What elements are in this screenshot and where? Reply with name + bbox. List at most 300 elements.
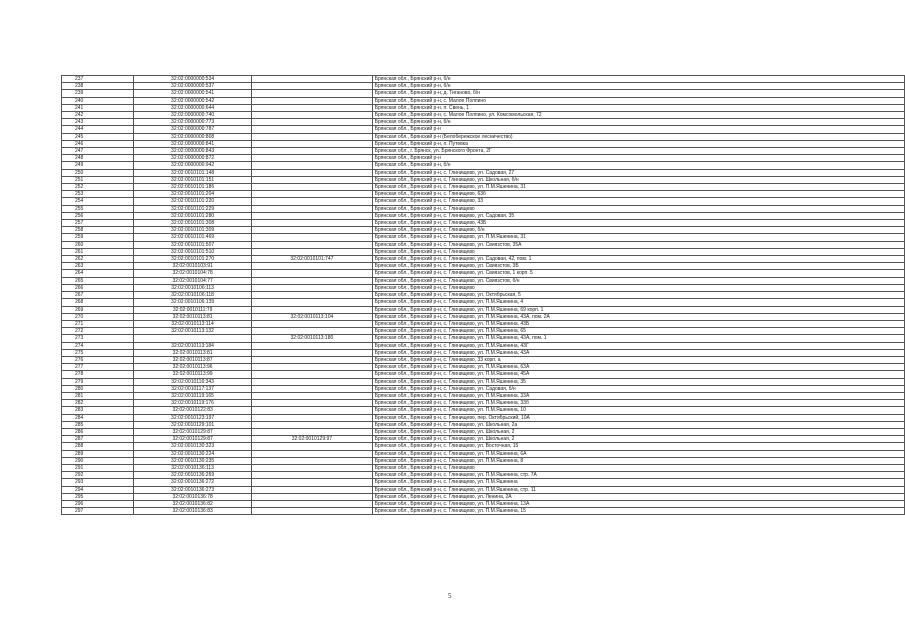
address-cell: Брянская обл., Брянский р-н, с. Глинищево, ул. Свиязстов, 3Б [372,263,904,270]
address-cell: Брянская обл., Брянский р-н, с. Глинищево, ул. П.М.Яшенина, 31 [372,234,904,241]
related-cadastral-cell: 32:02:0010129:97 [252,436,373,443]
row-number-cell: 242 [62,112,134,119]
cadastral-number-cell: 32:02:0010119:176 [134,400,252,407]
row-number-cell: 248 [62,155,134,162]
row-number-cell: 247 [62,148,134,155]
cadastral-number-cell: 32:02:0010101:151 [134,176,252,183]
table-row [62,371,905,378]
table-row [62,83,905,90]
table-row [62,234,905,241]
row-number-cell: 263 [62,263,134,270]
row-number-cell: 267 [62,292,134,299]
cadastral-number-cell: 32:02:0000000:542 [134,97,252,104]
cadastral-number-cell: 32:02:0010113:87 [134,356,252,363]
address-cell: Брянская обл., Брянский р-н, б/н [372,76,904,83]
address-cell: Брянская обл., Брянский р-н, с. Глинищево, ул. П.М.Яшенина, стр. 11 [372,486,904,493]
cadastral-number-cell: 32:02:0010117:137 [134,385,252,392]
row-number-cell: 291 [62,464,134,471]
cadastral-number-cell [134,335,252,342]
address-cell: Брянская обл., Брянский р-н, с. Глинищево [372,284,904,291]
related-cadastral-cell [252,270,373,277]
related-cadastral-cell [252,407,373,414]
table-row [62,133,905,140]
related-cadastral-cell [252,119,373,126]
table-row [62,508,905,515]
table-row [62,227,905,234]
table-row [62,306,905,313]
cadastral-number-cell: 32:02:0000000:644 [134,104,252,111]
address-cell: Брянская обл., Брянский р-н [372,126,904,133]
cadastral-number-cell: 32:02:0010101:280 [134,212,252,219]
cadastral-number-cell: 32:02:0010111:79 [134,306,252,313]
related-cadastral-cell [252,299,373,306]
row-number-cell: 258 [62,227,134,234]
cadastral-number-cell: 32:02:0010101:507 [134,241,252,248]
cadastral-number-cell: 32:02:0010116:343 [134,378,252,385]
related-cadastral-cell [252,443,373,450]
table-row [62,176,905,183]
table-row [62,472,905,479]
row-number-cell: 292 [62,472,134,479]
address-cell: Брянская обл., Брянский р-н, с. Глинищево, ул. Свиязстов, 1 корп. 5 [372,270,904,277]
related-cadastral-cell [252,356,373,363]
address-cell: Брянская обл., Брянский р-н, с. Глинищево, ул. П.М.Яшенина, 43А, пом. 2А [372,313,904,320]
address-cell: Брянская обл., г. Брянск, ул. Брянского Фронта, 2Г [372,148,904,155]
related-cadastral-cell [252,176,373,183]
cadastral-number-cell: 32:02:0000000:541 [134,90,252,97]
address-cell: Брянская обл., Брянский р-н, с. Глинищево, б/н [372,227,904,234]
address-cell: Брянская обл., Брянский р-н, с. Глинищево, ул. Садовая, б/н [372,385,904,392]
cadastral-number-cell: 32:02:0010130:323 [134,443,252,450]
related-cadastral-cell [252,328,373,335]
row-number-cell: 270 [62,313,134,320]
cadastral-number-cell: 32:02:0010104:77 [134,277,252,284]
cadastral-number-cell: 32:02:0010136:78 [134,493,252,500]
table-row [62,162,905,169]
cadastral-number-cell: 32:02:0010122:83 [134,407,252,414]
address-cell: Брянская обл., Брянский р-н [372,155,904,162]
related-cadastral-cell: 32:02:0010101:747 [252,256,373,263]
row-number-cell: 261 [62,248,134,255]
address-cell: Брянская обл., Брянский р-н, д. Тиганово, б/н [372,90,904,97]
related-cadastral-cell [252,184,373,191]
cadastral-number-cell: 32:02:0010136:269 [134,472,252,479]
table-row [62,436,905,443]
related-cadastral-cell [252,457,373,464]
cadastral-number-cell: 32:02:0010136:113 [134,464,252,471]
cadastral-number-cell: 32:02:0010101:220 [134,198,252,205]
table-row [62,76,905,83]
related-cadastral-cell [252,198,373,205]
row-number-cell: 253 [62,191,134,198]
address-cell: Брянская обл., Брянский р-н, с. Глинищево, ул. П.М.Яшенина, 6А [372,450,904,457]
address-cell: Брянская обл., Брянский р-н, с. Глинищево [372,248,904,255]
related-cadastral-cell [252,284,373,291]
row-number-cell: 237 [62,76,134,83]
address-cell: Брянская обл., Брянский р-н, с. Глинищево, ул. П.М.Яшенина, 63А [372,364,904,371]
cadastral-number-cell: 32:02:0010113:184 [134,342,252,349]
cadastral-number-cell: 32:02:0010101:270 [134,256,252,263]
table-row [62,328,905,335]
related-cadastral-cell [252,378,373,385]
address-cell: Брянская обл., Брянский р-н, с. Глинищево, ул. Ленина, 2А [372,493,904,500]
address-cell: Брянская обл., Брянский р-н, с. Глинищево, ул. Школьная, 2а [372,421,904,428]
address-cell: Брянская обл., Брянский р-н, с. Глинищево, ул. П.М.Яшенина, 43Б [372,320,904,327]
address-cell: Брянская обл., Брянский р-н, с. Глинищево, 33 [372,198,904,205]
table-row [62,256,905,263]
related-cadastral-cell: 32:02:0010113:180 [252,335,373,342]
table-body [62,76,905,515]
row-number-cell: 264 [62,270,134,277]
related-cadastral-cell [252,371,373,378]
related-cadastral-cell [252,241,373,248]
table-row [62,90,905,97]
related-cadastral-cell [252,83,373,90]
related-cadastral-cell [252,97,373,104]
table-row [62,335,905,342]
address-cell: Брянская обл., Брянский р-н (Белобережское лесничество) [372,133,904,140]
row-number-cell: 254 [62,198,134,205]
row-number-cell: 243 [62,119,134,126]
table-row [62,248,905,255]
address-cell: Брянская обл., Брянский р-н, б/н [372,162,904,169]
row-number-cell: 259 [62,234,134,241]
related-cadastral-cell [252,126,373,133]
table-row [62,320,905,327]
table-row [62,414,905,421]
related-cadastral-cell [252,234,373,241]
table-row [62,148,905,155]
row-number-cell: 294 [62,486,134,493]
table-row [62,191,905,198]
table-row [62,270,905,277]
row-number-cell: 293 [62,479,134,486]
table-row [62,205,905,212]
related-cadastral-cell [252,227,373,234]
cadastral-number-cell: 32:02:0000000:537 [134,83,252,90]
related-cadastral-cell [252,205,373,212]
address-cell: Брянская обл., Брянский р-н, с. Глинищево, ул. П.М.Яшенина, 15 [372,508,904,515]
table-row [62,421,905,428]
address-cell: Брянская обл., Брянский р-н, с. Малое Полпино [372,97,904,104]
address-cell: Брянская обл., Брянский р-н, с. Глинищево, ул. П.М.Яшенина, 13А [372,500,904,507]
table-row [62,284,905,291]
row-number-cell: 273 [62,335,134,342]
row-number-cell: 240 [62,97,134,104]
cadastral-number-cell: 32:02:0010101:469 [134,234,252,241]
address-cell: Брянская обл., Брянский р-н, с. Глинищево, пер. Октябрьский, 10А [372,414,904,421]
cadastral-number-cell: 32:02:0010136:83 [134,508,252,515]
table-row [62,212,905,219]
cadastral-table [61,75,905,515]
row-number-cell: 287 [62,436,134,443]
cadastral-number-cell: 32:02:0010106:113 [134,284,252,291]
row-number-cell: 265 [62,277,134,284]
table-row [62,385,905,392]
table-row [62,169,905,176]
related-cadastral-cell [252,479,373,486]
row-number-cell: 283 [62,407,134,414]
related-cadastral-cell [252,342,373,349]
related-cadastral-cell [252,248,373,255]
row-number-cell: 262 [62,256,134,263]
row-number-cell: 269 [62,306,134,313]
table-row [62,364,905,371]
table-row [62,500,905,507]
address-cell: Брянская обл., Брянский р-н, п. Свень, 1 [372,104,904,111]
cadastral-number-cell: 32:02:0000000:843 [134,148,252,155]
cadastral-number-cell: 32:02:0010130:235 [134,457,252,464]
related-cadastral-cell [252,148,373,155]
row-number-cell: 246 [62,140,134,147]
address-cell: Брянская обл., Брянский р-н, с. Глинищево, ул. П.М.Яшенина, 31 [372,184,904,191]
cadastral-number-cell: 32:02:0010104:78 [134,270,252,277]
address-cell: Брянская обл., Брянский р-н, с. Малое Полпино, ул. Комсомольская, 72 [372,112,904,119]
related-cadastral-cell [252,508,373,515]
table-row [62,378,905,385]
table-row [62,342,905,349]
row-number-cell: 275 [62,349,134,356]
related-cadastral-cell [252,90,373,97]
related-cadastral-cell [252,76,373,83]
table-row [62,126,905,133]
cadastral-number-cell: 32:02:0010101:204 [134,191,252,198]
row-number-cell: 280 [62,385,134,392]
address-cell: Брянская обл., Брянский р-н, с. Глинищево, ул. П.М.Яшенина, стр. 7А [372,472,904,479]
row-number-cell: 241 [62,104,134,111]
related-cadastral-cell [252,349,373,356]
related-cadastral-cell [252,364,373,371]
address-cell: Брянская обл., Брянский р-н, с. Глинищево, 43Б [372,220,904,227]
cadastral-number-cell: 32:02:0010101:148 [134,169,252,176]
row-number-cell: 266 [62,284,134,291]
cadastral-number-cell: 32:02:0000000:787 [134,126,252,133]
cadastral-number-cell: 32:02:0000000:740 [134,112,252,119]
cadastral-number-cell: 32:02:0010101:308 [134,220,252,227]
related-cadastral-cell: 32:02:0010113:104 [252,313,373,320]
table-row [62,450,905,457]
table-row [62,457,905,464]
cadastral-number-cell: 32:02:0000000:534 [134,76,252,83]
table-row [62,299,905,306]
cadastral-number-cell: 32:02:0000000:872 [134,155,252,162]
cadastral-number-cell: 32:02:0010136:272 [134,479,252,486]
row-number-cell: 255 [62,205,134,212]
table-row [62,277,905,284]
table-row [62,400,905,407]
table-row [62,263,905,270]
table-row [62,392,905,399]
cadastral-number-cell: 32:02:0010123:197 [134,414,252,421]
row-number-cell: 295 [62,493,134,500]
cadastral-number-cell: 32:02:0010106:139 [134,299,252,306]
related-cadastral-cell [252,162,373,169]
related-cadastral-cell [252,464,373,471]
related-cadastral-cell [252,472,373,479]
address-cell: Брянская обл., Брянский р-н, с. Глинищево, ул. Школьная, 2 [372,428,904,435]
related-cadastral-cell [252,320,373,327]
row-number-cell: 284 [62,414,134,421]
address-cell: Брянская обл., Брянский р-н, с. Глинищево, ул. П.М.Яшенина, 43А [372,349,904,356]
address-cell: Брянская обл., Брянский р-н, с. Глинищево, ул. П.М.Яшенина, 43Г [372,342,904,349]
table-row [62,97,905,104]
table-row [62,464,905,471]
table-row [62,119,905,126]
address-cell: Брянская обл., Брянский р-н, с. Глинищево, ул. Садовая, 27 [372,169,904,176]
cadastral-number-cell: 32:02:0000000:808 [134,133,252,140]
related-cadastral-cell [252,493,373,500]
row-number-cell: 278 [62,371,134,378]
address-cell: Брянская обл., Брянский р-н, с. Глинищево, 33 корп. а [372,356,904,363]
row-number-cell: 279 [62,378,134,385]
cadastral-number-cell: 32:02:0010113:96 [134,364,252,371]
related-cadastral-cell [252,212,373,219]
row-number-cell: 257 [62,220,134,227]
related-cadastral-cell [252,500,373,507]
row-number-cell: 290 [62,457,134,464]
related-cadastral-cell [252,450,373,457]
related-cadastral-cell [252,220,373,227]
row-number-cell: 285 [62,421,134,428]
address-cell: Брянская обл., Брянский р-н, с. Глинищево, ул. П.М.Яшенина, 43А, пом. 1 [372,335,904,342]
address-cell: Брянская обл., Брянский р-н, с. Глинищево, ул. П.М.Яшенина, 4 [372,299,904,306]
related-cadastral-cell [252,169,373,176]
row-number-cell: 260 [62,241,134,248]
address-cell: Брянская обл., Брянский р-н, с. Глинищево, ул. Школьная, 2 [372,436,904,443]
cadastral-number-cell: 32:02:0010113:81 [134,313,252,320]
related-cadastral-cell [252,306,373,313]
address-cell: Брянская обл., Брянский р-н, п. Путевка [372,140,904,147]
address-cell: Брянская обл., Брянский р-н, с. Глинищево, ул. П.М.Яшенина, 69 корп. 1 [372,306,904,313]
cadastral-number-cell: 32:02:0010113:81 [134,349,252,356]
cadastral-number-cell: 32:02:0010106:118 [134,292,252,299]
related-cadastral-cell [252,392,373,399]
address-cell: Брянская обл., Брянский р-н, с. Глинищево, ул. П.М.Яшенина [372,479,904,486]
address-cell: Брянская обл., Брянский р-н, с. Глинищево, ул. Свиязстов, б/н [372,277,904,284]
row-number-cell: 276 [62,356,134,363]
row-number-cell: 281 [62,392,134,399]
row-number-cell: 244 [62,126,134,133]
address-cell: Брянская обл., Брянский р-н, с. Глинищево, ул. Восточная, 15 [372,443,904,450]
row-number-cell: 277 [62,364,134,371]
table-row [62,104,905,111]
table-row [62,356,905,363]
cadastral-number-cell: 32:02:0010101:229 [134,205,252,212]
row-number-cell: 239 [62,90,134,97]
row-number-cell: 249 [62,162,134,169]
row-number-cell: 272 [62,328,134,335]
related-cadastral-cell [252,140,373,147]
cadastral-number-cell: 32:02:0010136:273 [134,486,252,493]
row-number-cell: 288 [62,443,134,450]
address-cell: Брянская обл., Брянский р-н, с. Глинищево [372,464,904,471]
cadastral-number-cell: 32:02:0000000:942 [134,162,252,169]
row-number-cell: 297 [62,508,134,515]
row-number-cell: 296 [62,500,134,507]
cadastral-number-cell: 32:02:0010113:132 [134,328,252,335]
table-row [62,428,905,435]
row-number-cell: 256 [62,212,134,219]
related-cadastral-cell [252,277,373,284]
table-row [62,407,905,414]
address-cell: Брянская обл., Брянский р-н, с. Глинищево, ул. П.М.Яшенина, 33А [372,392,904,399]
table-row [62,443,905,450]
related-cadastral-cell [252,112,373,119]
cadastral-number-cell: 32:02:0010101:309 [134,227,252,234]
cadastral-number-cell: 32:02:0010136:82 [134,500,252,507]
address-cell: Брянская обл., Брянский р-н, с. Глинищево, 63б [372,191,904,198]
address-cell: Брянская обл., Брянский р-н, с. Глинищево, ул. Школьная, б/н [372,176,904,183]
address-cell: Брянская обл., Брянский р-н, с. Глинищево, ул. П.М.Яшенина, 65 [372,328,904,335]
table-row [62,140,905,147]
address-cell: Брянская обл., Брянский р-н, с. Глинищево, ул. Октябрьская, 5 [372,292,904,299]
cadastral-number-cell: 32:02:0010101:510 [134,248,252,255]
address-cell: Брянская обл., Брянский р-н, с. Глинищево, ул. Садовая, 42, пом. 1 [372,256,904,263]
table-row [62,349,905,356]
address-cell: Брянская обл., Брянский р-н, с. Глинищево, ул. П.М.Яшенина, 45А [372,371,904,378]
row-number-cell: 238 [62,83,134,90]
address-cell: Брянская обл., Брянский р-н, с. Глинищево, ул. Свиязстов, 35А [372,241,904,248]
cadastral-number-cell: 32:02:0010129:87 [134,428,252,435]
row-number-cell: 274 [62,342,134,349]
cadastral-number-cell: 32:02:0010129:101 [134,421,252,428]
address-cell: Брянская обл., Брянский р-н, с. Глинищево, ул. П.М.Яшенина, 10 [372,407,904,414]
address-cell: Брянская обл., Брянский р-н, б/н [372,119,904,126]
table-row [62,220,905,227]
table-row [62,198,905,205]
address-cell: Брянская обл., Брянский р-н, с. Глинищево, ул. Садовая, 35 [372,212,904,219]
table-row [62,155,905,162]
row-number-cell: 252 [62,184,134,191]
row-number-cell: 245 [62,133,134,140]
related-cadastral-cell [252,421,373,428]
related-cadastral-cell [252,155,373,162]
related-cadastral-cell [252,133,373,140]
related-cadastral-cell [252,414,373,421]
related-cadastral-cell [252,486,373,493]
address-cell: Брянская обл., Брянский р-н, с. Глинищево, ул. П.М.Яшенина, 33б [372,400,904,407]
cadastral-number-cell: 32:02:0010113:114 [134,320,252,327]
related-cadastral-cell [252,292,373,299]
related-cadastral-cell [252,191,373,198]
table-row [62,493,905,500]
related-cadastral-cell [252,263,373,270]
row-number-cell: 282 [62,400,134,407]
related-cadastral-cell [252,104,373,111]
address-cell: Брянская обл., Брянский р-н, с. Глинищево, ул. П.М.Яшенина, 35 [372,378,904,385]
cadastral-number-cell: 32:02:0010130:224 [134,450,252,457]
table-row [62,479,905,486]
page-number: 5 [448,592,452,600]
related-cadastral-cell [252,400,373,407]
row-number-cell: 289 [62,450,134,457]
row-number-cell: 286 [62,428,134,435]
row-number-cell: 268 [62,299,134,306]
table-row [62,184,905,191]
cadastral-number-cell: 32:02:0000000:841 [134,140,252,147]
related-cadastral-cell [252,428,373,435]
address-cell: Брянская обл., Брянский р-н, с. Глинищево, ул. П.М.Яшенина, 8 [372,457,904,464]
table-row [62,112,905,119]
cadastral-number-cell: 32:02:0010103:91 [134,263,252,270]
cadastral-number-cell: 32:02:0010113:99 [134,371,252,378]
row-number-cell: 251 [62,176,134,183]
address-cell: Брянская обл., Брянский р-н, б/н [372,83,904,90]
cadastral-number-cell: 32:02:0010129:87 [134,436,252,443]
table-row [62,486,905,493]
address-cell: Брянская обл., Брянский р-н, с. Глинищево [372,205,904,212]
row-number-cell: 271 [62,320,134,327]
